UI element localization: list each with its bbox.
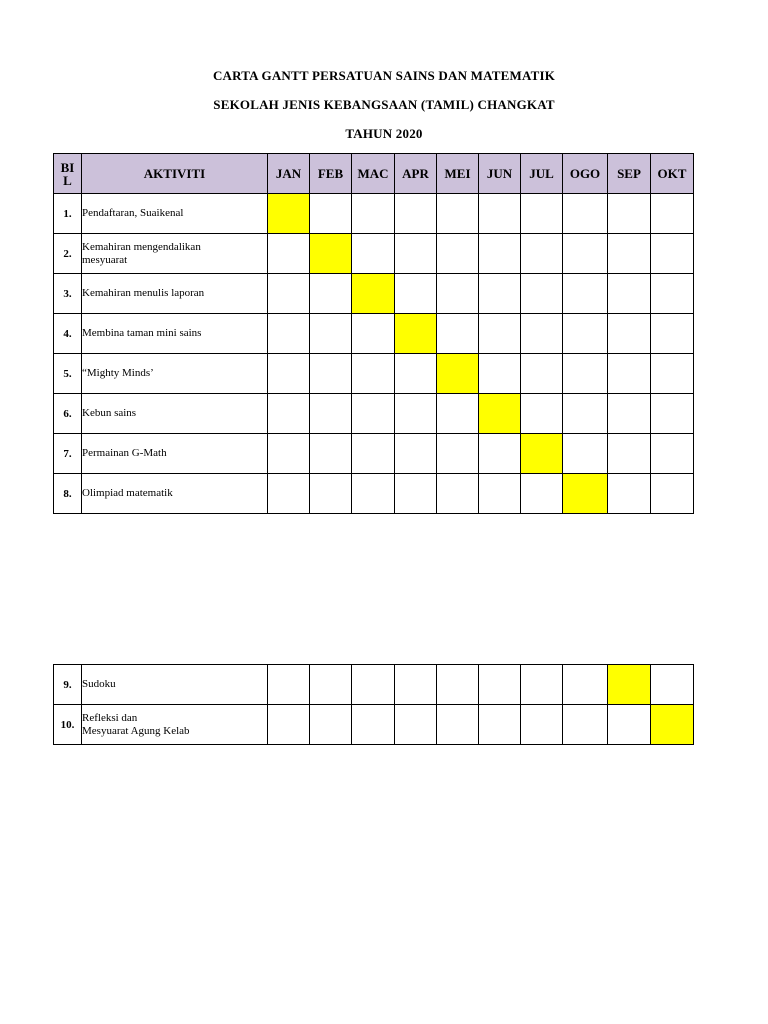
month-cell xyxy=(563,665,608,705)
activity-cell xyxy=(82,234,268,274)
month-cell xyxy=(651,274,694,314)
table-row xyxy=(54,234,694,274)
activity-text: Membina taman mini sains xyxy=(82,327,202,339)
month-header-mei: MEI xyxy=(437,154,479,194)
month-cell xyxy=(310,394,352,434)
month-header-jul: JUL xyxy=(521,154,563,194)
month-header-apr: APR xyxy=(395,154,437,194)
bil-header xyxy=(54,154,82,194)
month-cell xyxy=(563,394,608,434)
row-number: 4. xyxy=(54,314,82,354)
month-header-mac: MAC xyxy=(352,154,395,194)
title-line-1: CARTA GANTT PERSATUAN SAINS DAN MATEMATIK xyxy=(212,68,556,83)
month-cell xyxy=(651,394,694,434)
scheduled-month-cell xyxy=(479,394,521,434)
month-cell xyxy=(352,314,395,354)
month-cell xyxy=(395,394,437,434)
month-cell xyxy=(437,314,479,354)
month-cell xyxy=(651,474,694,514)
month-cell xyxy=(521,194,563,234)
activity-text: Olimpiad matematik xyxy=(82,487,173,499)
month-cell xyxy=(310,354,352,394)
month-cell xyxy=(563,434,608,474)
month-cell xyxy=(437,705,479,745)
title-line-3: TAHUN 2020 xyxy=(345,126,423,141)
month-cell xyxy=(352,705,395,745)
table-row xyxy=(54,394,694,434)
month-cell xyxy=(352,354,395,394)
scheduled-month-cell xyxy=(352,274,395,314)
month-cell xyxy=(521,474,563,514)
month-header-sep: SEP xyxy=(608,154,651,194)
activity-text: Refleksi dan xyxy=(82,711,138,724)
row-number: 8. xyxy=(54,474,82,514)
scheduled-month-cell xyxy=(608,665,651,705)
month-cell xyxy=(395,234,437,274)
scheduled-month-cell xyxy=(310,234,352,274)
month-cell xyxy=(608,434,651,474)
scheduled-month-cell xyxy=(651,705,694,745)
month-cell xyxy=(437,234,479,274)
scheduled-month-cell xyxy=(563,474,608,514)
month-cell xyxy=(310,194,352,234)
table-row xyxy=(54,705,694,745)
month-cell xyxy=(479,354,521,394)
gantt-header-row xyxy=(54,154,694,194)
month-cell xyxy=(395,705,437,745)
row-number: 2. xyxy=(54,234,82,274)
month-cell xyxy=(479,194,521,234)
activity-cell xyxy=(82,665,268,705)
month-cell xyxy=(310,474,352,514)
table-row xyxy=(54,434,694,474)
row-number: 9. xyxy=(54,665,82,705)
row-number: 6. xyxy=(54,394,82,434)
activity-cell xyxy=(82,314,268,354)
activity-cell xyxy=(82,705,268,745)
month-cell xyxy=(479,665,521,705)
month-cell xyxy=(651,434,694,474)
bil-header-line-1: BI xyxy=(60,159,75,175)
month-cell xyxy=(437,394,479,434)
month-cell xyxy=(437,194,479,234)
month-cell xyxy=(310,705,352,745)
month-cell xyxy=(608,474,651,514)
gantt-table-continued xyxy=(53,664,694,745)
table-row xyxy=(54,314,694,354)
title-line-2: SEKOLAH JENIS KEBANGSAAN (TAMIL) CHANGKAT xyxy=(213,97,555,112)
month-cell xyxy=(268,274,310,314)
month-cell xyxy=(563,274,608,314)
month-cell xyxy=(437,274,479,314)
month-cell xyxy=(608,394,651,434)
activity-cell xyxy=(82,194,268,234)
activity-text: Permainan G-Math xyxy=(82,447,167,459)
month-cell xyxy=(563,194,608,234)
activity-cell xyxy=(82,434,268,474)
activity-header: AKTIVITI xyxy=(82,154,268,194)
month-cell xyxy=(479,274,521,314)
month-cell xyxy=(521,314,563,354)
row-number: 3. xyxy=(54,274,82,314)
month-cell xyxy=(651,234,694,274)
month-header-feb: FEB xyxy=(310,154,352,194)
month-cell xyxy=(521,354,563,394)
month-cell xyxy=(521,665,563,705)
month-cell xyxy=(268,434,310,474)
month-cell xyxy=(395,354,437,394)
month-cell xyxy=(521,394,563,434)
row-number: 7. xyxy=(54,434,82,474)
month-cell xyxy=(352,434,395,474)
month-cell xyxy=(563,705,608,745)
month-cell xyxy=(310,434,352,474)
month-cell xyxy=(479,705,521,745)
month-cell xyxy=(352,234,395,274)
month-header-jan: JAN xyxy=(268,154,310,194)
activity-cell xyxy=(82,394,268,434)
scheduled-month-cell xyxy=(395,314,437,354)
month-cell xyxy=(608,234,651,274)
month-cell xyxy=(437,474,479,514)
month-cell xyxy=(268,705,310,745)
month-cell xyxy=(437,665,479,705)
month-cell xyxy=(521,705,563,745)
month-cell xyxy=(395,274,437,314)
activity-text: Kemahiran menulis laporan xyxy=(82,287,205,299)
month-cell xyxy=(479,314,521,354)
table-row xyxy=(54,474,694,514)
month-cell xyxy=(310,665,352,705)
table-row xyxy=(54,274,694,314)
month-cell xyxy=(563,314,608,354)
row-number: 1. xyxy=(54,194,82,234)
activity-text: Mesyuarat Agung Kelab xyxy=(82,724,190,737)
scheduled-month-cell xyxy=(268,194,310,234)
month-cell xyxy=(479,434,521,474)
month-cell xyxy=(268,314,310,354)
bil-header-line-2: L xyxy=(63,172,72,188)
activity-cell xyxy=(82,474,268,514)
month-cell xyxy=(479,474,521,514)
month-cell xyxy=(268,354,310,394)
activity-text: Kebun sains xyxy=(82,407,137,419)
month-cell xyxy=(395,194,437,234)
month-header-ogo: OGO xyxy=(563,154,608,194)
month-cell xyxy=(395,474,437,514)
month-cell xyxy=(521,274,563,314)
activity-text: mesyuarat xyxy=(82,253,128,266)
month-cell xyxy=(268,474,310,514)
row-number: 10. xyxy=(54,705,82,745)
activity-text: Pendaftaran, Suaikenal xyxy=(82,207,184,219)
gantt-table xyxy=(53,153,694,514)
month-cell xyxy=(395,665,437,705)
month-cell xyxy=(521,234,563,274)
month-cell xyxy=(608,705,651,745)
month-cell xyxy=(608,194,651,234)
month-cell xyxy=(563,354,608,394)
month-cell xyxy=(651,194,694,234)
month-cell xyxy=(352,394,395,434)
month-cell xyxy=(608,274,651,314)
month-cell xyxy=(563,234,608,274)
month-cell xyxy=(395,434,437,474)
row-number: 5. xyxy=(54,354,82,394)
month-cell xyxy=(437,434,479,474)
month-cell xyxy=(352,474,395,514)
month-cell xyxy=(310,274,352,314)
month-cell xyxy=(651,314,694,354)
activity-text: “Mighty Minds’ xyxy=(82,367,154,379)
scheduled-month-cell xyxy=(521,434,563,474)
activity-cell xyxy=(82,354,268,394)
table-row xyxy=(54,665,694,705)
month-cell xyxy=(651,665,694,705)
month-cell xyxy=(268,665,310,705)
activity-text: Sudoku xyxy=(82,678,116,690)
table-row xyxy=(54,354,694,394)
month-cell xyxy=(608,354,651,394)
month-cell xyxy=(608,314,651,354)
month-cell xyxy=(352,665,395,705)
month-cell xyxy=(310,314,352,354)
month-header-jun: JUN xyxy=(479,154,521,194)
month-cell xyxy=(268,234,310,274)
activity-cell xyxy=(82,274,268,314)
activity-text: Kemahiran mengendalikan xyxy=(82,240,201,253)
month-header-okt: OKT xyxy=(651,154,694,194)
month-cell xyxy=(651,354,694,394)
month-cell xyxy=(352,194,395,234)
scheduled-month-cell xyxy=(437,354,479,394)
table-row xyxy=(54,194,694,234)
month-cell xyxy=(479,234,521,274)
month-cell xyxy=(268,394,310,434)
